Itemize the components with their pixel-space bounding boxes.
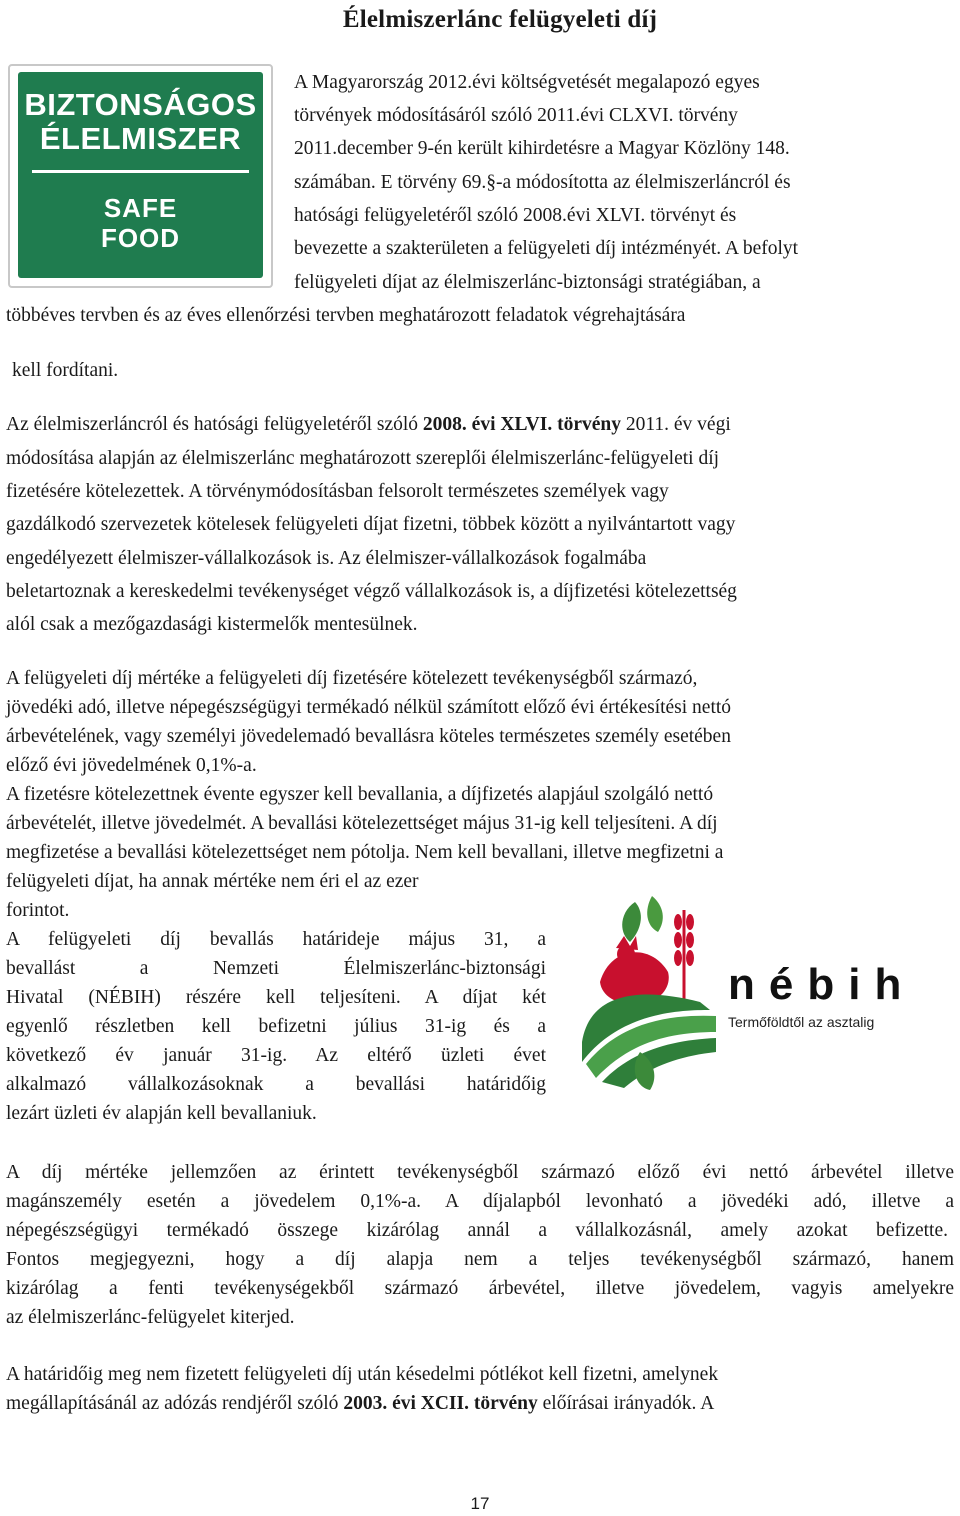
p3-line: A fizetésre kötelezettnek évente egyszer kell bevallania, a díjfizetés alapjául szolgáló nettó <box>6 784 714 805</box>
intro-line: kell fordítani. <box>12 360 119 381</box>
p4-line: következő év január 31-ig. Az eltérő üzleti évet <box>6 1045 546 1066</box>
badge-line-2: ÉLELMISZER <box>39 121 242 156</box>
nebih-emblem-icon <box>580 892 730 1092</box>
p2-text: Az élelmiszerláncról és hatósági felügyeletéről szóló <box>6 414 423 435</box>
intro-line: A Magyarország 2012.évi költségvetését megalapozó egyes <box>294 72 760 93</box>
p4-line: A felügyeleti díj bevallás határideje május 31, a <box>6 929 546 950</box>
p3-line: felügyeleti díjat, ha annak mértéke nem éri el az ezer <box>6 871 419 892</box>
law-reference: 2008. évi XLVI. törvény <box>422 414 621 435</box>
p3-line: A felügyeleti díj mértéke a felügyeleti díj fizetésére kötelezett tevékenységből származó, <box>6 668 698 689</box>
intro-line: felügyeleti díjat az élelmiszerlánc-biztonsági stratégiában, a <box>294 272 761 293</box>
badge-divider <box>32 170 249 173</box>
p4-line: lezárt üzleti év alapján kell bevallaniuk. <box>6 1103 317 1124</box>
nebih-logo <box>580 892 940 1092</box>
page-title: Élelmiszerlánc felügyeleti díj <box>342 6 658 33</box>
p5-line: az élelmiszerlánc-felügyelet kiterjed. <box>6 1307 295 1328</box>
page-number: 17 <box>470 1494 490 1513</box>
p4-line: bevallást a Nemzeti Élelmiszerlánc-biztonsági <box>6 958 546 979</box>
intro-line: számában. E törvény 69.§-a módosította az élelmiszerláncról és <box>294 172 791 193</box>
p6-line: A határidőig meg nem fizetett felügyeleti díj után késedelmi pótlékot kell fizetni, amelynek <box>6 1364 719 1385</box>
p3-line: megfizetése a bevallási kötelezettséget nem pótolja. Nem kell bevallani, illetve megfizetni a <box>6 842 724 863</box>
badge-line-3: SAFE <box>103 193 178 223</box>
badge-top-text <box>18 88 263 156</box>
p6-text: előírásai irányadók. A <box>537 1393 715 1414</box>
nebih-tagline: Termőföldtől az asztalig <box>728 1014 875 1030</box>
p2-line: gazdálkodó szervezetek kötelesek felügyeleti díjat fizetni, többek között a nyilvántartott vagy <box>6 514 736 535</box>
intro-line: többéves tervben és az éves ellenőrzési tervben meghatározott feladatok végrehajtására <box>6 305 686 326</box>
intro-line: törvények módosításáról szóló 2011.évi CLXVI. törvény <box>294 105 738 126</box>
p5-line: népegészségügyi termékadó összege kizárólag annál a vállalkozásnál, amely azokat befizette. <box>6 1220 948 1241</box>
p4-line: Hivatal (NÉBIH) részére kell teljesíteni. A díjat két <box>6 987 546 1008</box>
intro-line: bevezette a szakterületen a felügyeleti díj intézményét. A befolyt <box>294 238 799 259</box>
p3-line: jövedéki adó, illetve népegészségügyi termékadó nélkül számított előző évi értékesítési nettó <box>6 697 732 718</box>
intro-line: hatósági felügyeletéről szóló 2008.évi XLVI. törvényt és <box>294 205 737 226</box>
p2-line: beletartoznak a kereskedelmi tevékenységet végző vállalkozások is, a díjfizetési kötelezettség <box>6 581 737 602</box>
badge-line-4: FOOD <box>100 223 181 253</box>
safe-food-badge <box>8 64 273 288</box>
p3-line: árbevételének, vagy személyi jövedelemadó bevallásra köteles természetes személy esetében <box>6 726 731 747</box>
badge-line-1: BIZTONSÁGOS <box>24 87 257 122</box>
p2-line <box>6 408 731 441</box>
p4-line: alkalmazó vállalkozásoknak a bevallási határidőig <box>6 1074 546 1095</box>
p5-line: kizárólag a fenti tevékenységekből származó árbevétel, illetve jövedelem, vagyis amelyekre <box>6 1278 954 1299</box>
p2-line: engedélyezett élelmiszer-vállalkozások is. Az élelmiszer-vállalkozások fogalmába <box>6 548 647 569</box>
p6-line <box>6 1387 714 1420</box>
p5-line: magánszemély esetén a jövedelem 0,1%-a. A díjalapból levonható a jövedéki adó, illetve a <box>6 1191 954 1212</box>
p2-line: fizetésére kötelezettek. A törvénymódosításban felsorolt természetes személyek vagy <box>6 481 669 502</box>
p5-line: A díj mértéke jellemzően az érintett tevékenységből származó előző évi nettó árbevétel illetve <box>6 1162 954 1183</box>
badge-bottom-text <box>18 193 263 253</box>
p6-text: megállapításánál az adózás rendjéről szóló <box>6 1393 344 1414</box>
p5-line: Fontos megjegyezni, hogy a díj alapja nem a teljes tevékenységből származó, hanem <box>6 1249 954 1270</box>
p2-text: 2011. év végi <box>621 414 731 435</box>
law-reference: 2003. évi XCII. törvény <box>343 1393 538 1414</box>
p3-line: forintot. <box>6 900 70 921</box>
nebih-wordmark: nébih <box>728 960 916 1009</box>
p3-line: előző évi jövedelmének 0,1%-a. <box>6 755 257 776</box>
p2-line: alól csak a mezőgazdasági kistermelők mentesülnek. <box>6 614 418 635</box>
p2-line: módosítása alapján az élelmiszerlánc meghatározott szereplői élelmiszerlánc-felügyeleti díj <box>6 448 720 469</box>
badge-panel <box>18 72 263 278</box>
p4-line: egyenlő részletben kell befizetni július 31-ig és a <box>6 1016 546 1037</box>
p3-line: árbevételét, illetve jövedelmét. A bevallási kötelezettséget május 31-ig kell teljesíteni. A díj <box>6 813 718 834</box>
intro-line: 2011.december 9-én került kihirdetésre a Magyar Közlöny 148. <box>294 138 790 159</box>
